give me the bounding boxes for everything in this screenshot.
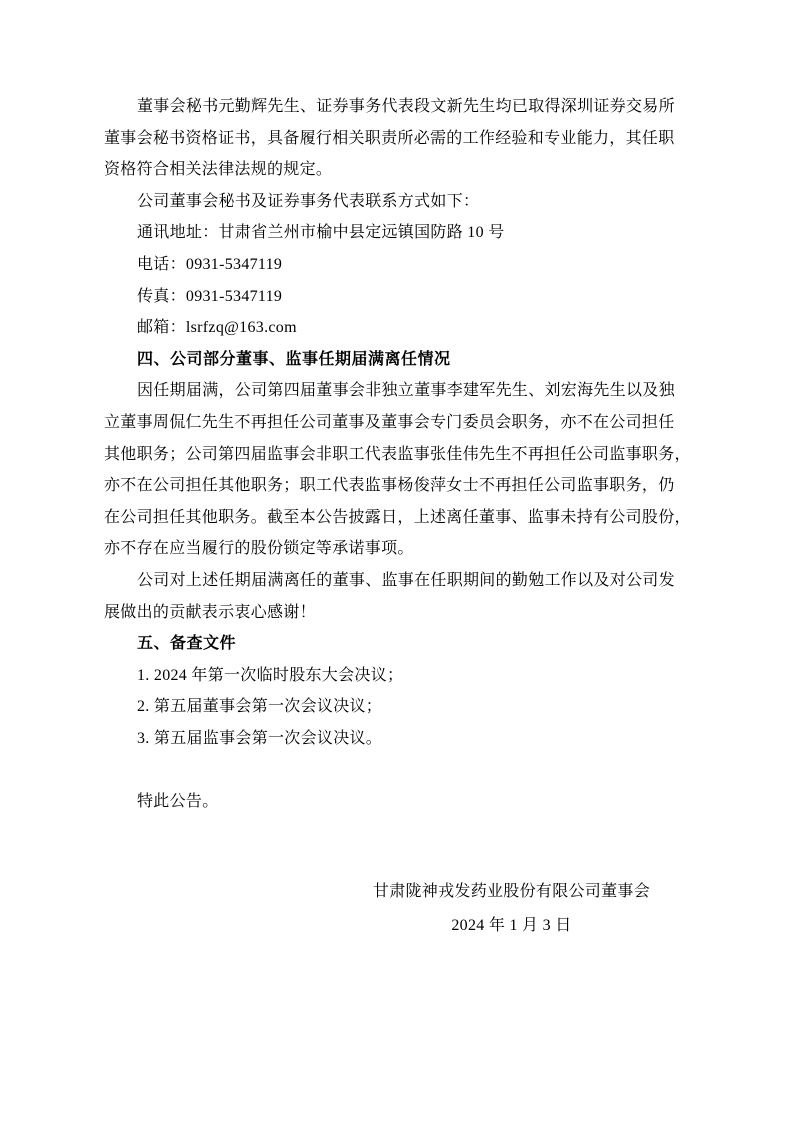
section4-paragraph2-line: 公司对上述任期届满离任的董事、监事在任职期间的勤勉工作以及对公司发 (137, 571, 675, 589)
section4-paragraph1-line: 立董事周侃仁先生不再担任公司董事及董事会专门委员会职务，亦不在公司担任 (104, 413, 675, 431)
signature-date: 2024 年 1 月 3 日 (451, 916, 572, 934)
section5-item: 2. 第五届董事会第一次会议决议； (137, 698, 383, 716)
section4-paragraph1-line: 亦不在公司担任其他职务；职工代表监事杨俊萍女士不再担任公司监事职务，仍 (104, 477, 675, 495)
section4-paragraph1-line: 在公司担任其他职务。截至本公告披露日，上述离任董事、监事未持有公司股份， (104, 508, 691, 526)
signature-inner (373, 875, 650, 943)
secretary-paragraph-line: 董事会秘书资格证书，具备履行相关职责所必需的工作经验和专业能力，其任职 (104, 129, 675, 147)
closing-line: 特此公告。 (137, 793, 219, 811)
section5-heading: 五、备查文件 (137, 635, 237, 653)
contact-address-line: 通讯地址：甘肃省兰州市榆中县定远镇国防路 10 号 (137, 224, 505, 242)
section4-paragraph1-line: 亦不存在应当履行的股份锁定等承诺事项。 (104, 540, 414, 558)
section4-paragraph2-line: 展做出的贡献表示衷心感谢！ (104, 603, 316, 621)
contact-phone-line: 电话：0931-5347119 (137, 255, 283, 273)
secretary-paragraph-line: 董事会秘书元勤辉先生、证券事务代表段文新先生均已取得深圳证券交易所 (137, 98, 675, 115)
contact-fax-line: 传真：0931-5347119 (137, 287, 283, 305)
contact-intro-line: 公司董事会秘书及证券事务代表联系方式如下： (137, 192, 480, 210)
blank-line (104, 754, 677, 786)
section4-paragraph1-line: 因任期届满，公司第四届董事会非独立董事李建军先生、刘宏海先生以及独 (137, 382, 675, 400)
signature-block (104, 875, 677, 943)
secretary-paragraph-line: 资格符合相关法律法规的规定。 (104, 161, 333, 179)
document-content (104, 91, 691, 943)
section4-paragraph1-line: 其他职务；公司第四届监事会非职工代表监事张佳伟先生不再担任公司监事职务， (104, 445, 691, 463)
section4-heading: 四、公司部分董事、监事任期届满离任情况 (137, 350, 451, 368)
contact-email-line: 邮箱：lsrfzq@163.com (137, 319, 297, 337)
section5-item: 1. 2024 年第一次临时股东大会决议； (137, 666, 404, 684)
signature-company: 甘肃陇神戎发药业股份有限公司董事会 (372, 882, 650, 900)
section5-item: 3. 第五届监事会第一次会议决议。 (137, 729, 383, 747)
